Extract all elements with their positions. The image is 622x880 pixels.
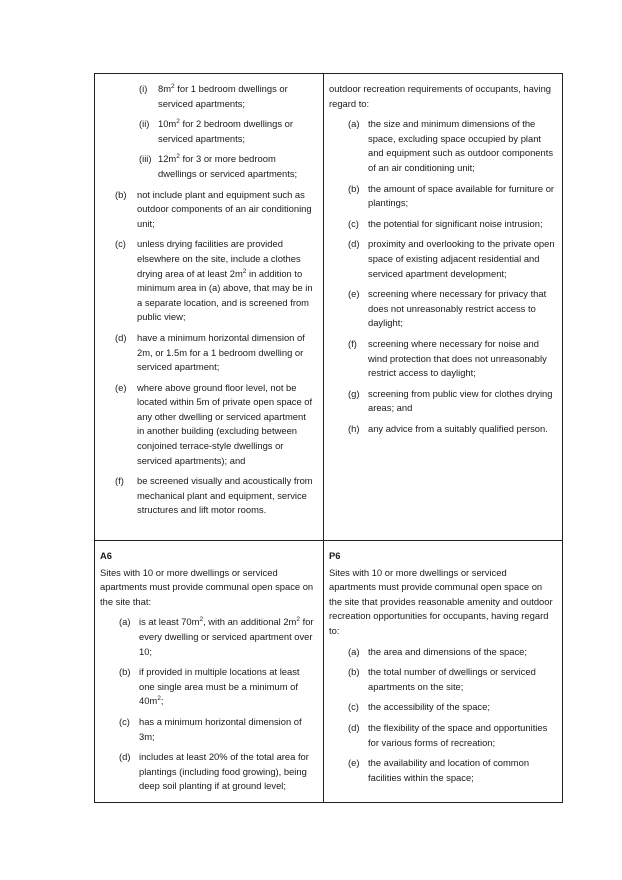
list-item <box>348 387 556 416</box>
item-text: unless drying facilities are provided elsewhere on the site, include a clothes drying area of at least $2m^2$ in addition to minimum area in (a) above, that may be in a separate location, and is screened from public view; <box>137 238 313 323</box>
item-number: (e) <box>115 381 127 393</box>
item-number: (b) <box>115 188 127 200</box>
item-number: (d) <box>348 721 360 733</box>
item-text: $12m^2$ for 3 or more bedroom dwellings or serviced apartments; <box>158 153 298 179</box>
item-number: (c) <box>115 238 126 250</box>
item-number: (iii) <box>139 153 152 165</box>
item-text: the flexibility of the space and opportunities for various forms of recreation; <box>368 721 548 748</box>
list-item <box>119 715 317 744</box>
item-text: is at least $70m^2$, with an additional $2m^2$ for every dwelling or serviced apartment over 10; <box>139 616 314 657</box>
table-row <box>95 74 563 541</box>
item-number: (c) <box>348 701 359 713</box>
item-number: (c) <box>119 715 130 727</box>
letter-list <box>95 188 315 518</box>
list-item <box>348 117 556 175</box>
item-text: screening where necessary for privacy that does not unreasonably restrict access to daylight; <box>368 288 547 329</box>
item-number: (f) <box>115 475 124 487</box>
list-item <box>348 237 556 281</box>
item-number: (e) <box>348 757 360 769</box>
list-item <box>119 665 317 709</box>
list-item <box>115 188 315 232</box>
list-item <box>348 337 556 381</box>
item-number: (g) <box>348 387 360 399</box>
list-item <box>115 331 315 375</box>
performance-criteria-p6-cell <box>324 541 563 803</box>
intro-text: Sites with 10 or more dwellings or serviced apartments must provide communal open space on the site that provides reasonable amenity and outdoor recreation opportunities for occupants, having regard to: <box>329 566 553 636</box>
item-text: $8m^2$ for 1 bedroom dwellings or serviced apartments; <box>158 82 288 109</box>
standards-table <box>94 73 563 803</box>
item-number: (d) <box>119 751 131 763</box>
item-text: any advice from a suitably qualified person. <box>368 422 548 434</box>
list-item <box>348 665 556 694</box>
acceptable-solution-a6-cell <box>95 541 324 803</box>
item-number: (h) <box>348 422 360 434</box>
list-item <box>348 217 556 232</box>
item-number: (i) <box>139 83 148 94</box>
letter-list <box>329 645 556 786</box>
item-number: (a) <box>348 118 360 130</box>
list-item <box>119 615 317 659</box>
list-item <box>115 237 315 325</box>
list-item <box>348 721 556 750</box>
item-number: (c) <box>348 217 359 229</box>
clause-heading: P6 <box>329 550 341 561</box>
letter-list <box>100 615 317 794</box>
roman-list <box>95 82 315 182</box>
letter-list <box>329 117 556 436</box>
item-text: screening where necessary for noise and wind protection that does not unreasonably restrict access to daylight; <box>368 337 547 379</box>
list-item <box>348 700 556 715</box>
list-item <box>119 750 317 794</box>
intro-text: Sites with 10 or more dwellings or serviced apartments must provide communal open space on the site that: <box>100 566 314 607</box>
list-item <box>348 645 556 660</box>
item-number: (ii) <box>139 118 150 130</box>
item-text: if provided in multiple locations at least one single area must be a minimum of $40m^2$; <box>139 666 300 707</box>
item-text: the size and minimum dimensions of the space, excluding space occupied by plant and equipment such as outdoor components of an air conditioning unit; <box>368 118 554 173</box>
item-text: the availability and location of common facilities within the space; <box>368 757 530 783</box>
item-text: proximity and overlooking to the private open space of existing adjacent residential and serviced apartment development; <box>368 238 555 279</box>
item-number: (b) <box>348 182 360 194</box>
item-text: has a minimum horizontal dimension of 3m; <box>139 715 302 742</box>
list-item <box>348 287 556 331</box>
list-item <box>348 422 556 437</box>
item-number: (b) <box>119 666 131 678</box>
list-item <box>348 182 556 211</box>
item-number: (a) <box>348 645 360 657</box>
item-number: (f) <box>348 337 357 349</box>
item-number: (e) <box>348 288 360 300</box>
item-text: where above ground floor level, not be located within 5m of private open space of any other dwelling or serviced apartment in another building (excluding between conjoined terrace-style dwellings or serviced apartments); and <box>137 381 313 466</box>
item-number: (d) <box>348 238 360 250</box>
item-text: the area and dimensions of the space; <box>368 645 527 657</box>
item-text: have a minimum horizontal dimension of 2m, or 1.5m for a 1 bedroom dwelling or serviced apartment; <box>137 331 305 373</box>
item-number: (a) <box>119 616 131 628</box>
item-text: the accessibility of the space; <box>368 701 490 713</box>
list-item <box>115 381 315 469</box>
item-text: $10m^2$ for 2 bedroom dwellings or serviced apartments; <box>158 118 293 144</box>
item-text: screening from public view for clothes drying areas; and <box>368 387 553 414</box>
item-text: the total number of dwellings or serviced apartments on the site; <box>368 666 536 692</box>
item-number: (b) <box>348 666 360 678</box>
item-number: (d) <box>115 331 127 343</box>
list-item <box>139 82 315 111</box>
clause-heading: A6 <box>100 550 112 561</box>
item-text: the potential for significant noise intrusion; <box>368 217 543 229</box>
intro-text: outdoor recreation requirements of occupants, having regard to: <box>329 83 552 109</box>
item-text: includes at least 20% of the total area for plantings (including food growing), being deep soil planting if at ground level; <box>139 751 309 792</box>
list-item <box>115 474 315 518</box>
item-text: the amount of space available for furniture or plantings; <box>368 182 555 209</box>
list-item <box>348 756 556 785</box>
item-text: not include plant and equipment such as outdoor components of an air conditioning unit; <box>137 188 312 229</box>
acceptable-solution-cell <box>95 74 324 541</box>
item-text: be screened visually and acoustically from mechanical plant and equipment, service structures and lift motor rooms. <box>137 475 313 516</box>
list-item <box>139 117 315 146</box>
list-item <box>139 152 315 181</box>
performance-criteria-cell <box>324 74 563 541</box>
table-row <box>95 541 563 803</box>
